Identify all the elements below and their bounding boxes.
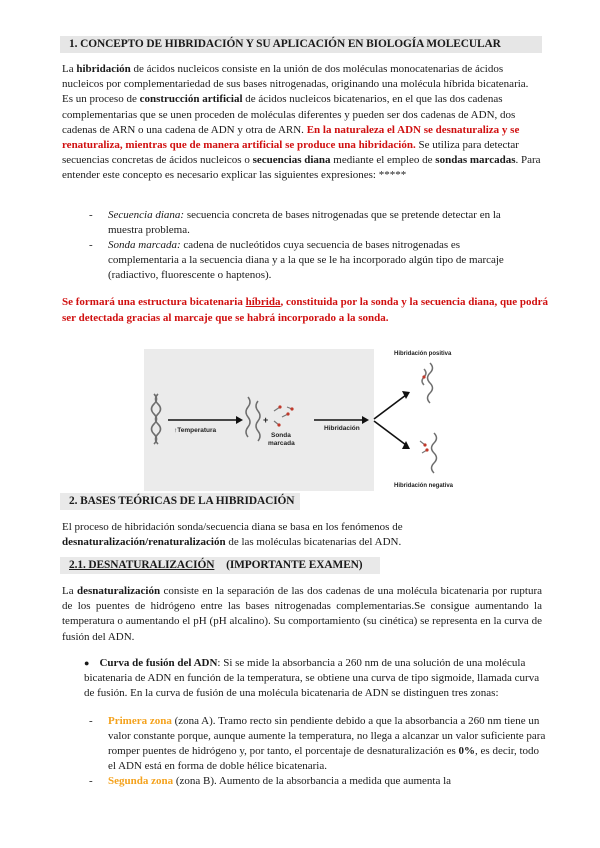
red-highlight: En la naturaleza el ADN se desnaturaliza y se renaturaliza, mientras que de manera artificial se produce una hibridación. bbox=[62, 123, 520, 152]
sonda-label: Sonda bbox=[271, 432, 291, 439]
list-dash: - bbox=[89, 239, 93, 251]
positive-label: Hibridación positiva bbox=[394, 351, 452, 357]
plus-sign: + bbox=[263, 415, 269, 425]
text-run: La bbox=[62, 585, 77, 597]
red-note bbox=[62, 295, 550, 326]
zone-b-name: Segunda zona bbox=[108, 775, 174, 787]
zero-percent: 0% bbox=[458, 745, 476, 757]
hybridization-figure bbox=[144, 349, 456, 491]
text-run: (zona A). Tramo recto sin pendiente debido a que la absorbancia a 260 nm tiene un valor constante porque, aunque aumente la temperatura, no llega a alcanzar un valor suficiente para romper puentes de hidrógeno y, por tanto, el porcentaje de desnaturalización es bbox=[108, 715, 546, 757]
term-desnaturalizacion-renaturalizacion: desnaturalización/renaturalización bbox=[62, 536, 226, 549]
definition-term: Secuencia diana: bbox=[108, 209, 185, 221]
definition-term: Sonda marcada: bbox=[108, 239, 181, 251]
definition-secuencia-diana bbox=[89, 208, 509, 238]
hybridization-diagram bbox=[144, 349, 456, 491]
text-run: consiste en la separación de las dos cadenas de una molécula bicatenaria por ruptura de los puentes de hidrógeno entre las bases nitrogenadas complementarias.Se consigue aumentando la temperatura o aumentando el pH (pH alcalino). Su comportamiento (su cinética) se representa en la curva de fusión del ADN. bbox=[62, 585, 543, 643]
term-secuencias-diana: secuencias diana bbox=[252, 154, 331, 167]
term-construccion-artificial: construcción artificial bbox=[139, 93, 243, 106]
term-sondas-marcadas: sondas marcadas bbox=[435, 154, 516, 167]
text-run: , constituida por la sonda y la secuencia diana, que podrá ser detectada gracias al marcaje que se habrá incorporado a la sonda. bbox=[62, 296, 548, 324]
text-run: de ácidos nucleicos consiste en la unión de dos moléculas monocatenarias de ácidos nucleicos por complementariedad de sus bases nitrogenadas, originando una molécula híbrida bicatenaria. Es un proceso de bbox=[62, 63, 529, 106]
section-2-heading-text: 2. BASES TEÓRICAS DE LA HIBRIDACIÓN bbox=[69, 495, 295, 507]
section-2-heading bbox=[60, 493, 300, 510]
desnaturalizacion-paragraph bbox=[62, 584, 542, 645]
term-hibridacion: hibridación bbox=[76, 63, 131, 75]
negative-label: Hibridación negativa bbox=[394, 483, 454, 489]
list-dash: - bbox=[89, 775, 93, 787]
section-1-heading bbox=[60, 36, 542, 53]
text-run: . Para entender este concepto es necesario explicar las siguientes expresiones: ***** bbox=[62, 154, 541, 182]
text-run: mediante el empleo de bbox=[330, 154, 436, 167]
temperature-label: ↑Temperatura bbox=[174, 427, 217, 434]
term-curva-fusion: Curva de fusión del ADN bbox=[99, 657, 218, 669]
section-2-1-heading bbox=[60, 557, 380, 574]
curva-fusion-bullet bbox=[84, 656, 544, 702]
text-run: Se formará una estructura bicatenaria bbox=[62, 296, 246, 308]
definition-text: secuencia concreta de bases nitrogenadas que se pretende detectar en la muestra problema. bbox=[108, 209, 501, 236]
list-dash: - bbox=[89, 715, 93, 727]
section-1-heading-text: 1. CONCEPTO DE HIBRIDACIÓN Y SU APLICACIÓN EN BIOLOGÍA MOLECULAR bbox=[69, 38, 501, 50]
marcada-label: marcada bbox=[268, 440, 295, 447]
text-run: de ácidos nucleicos bicatenarios, en el que las dos cadenas complementarias que se unen proceden de moléculas diferentes y pueden ser dos cadenas de ADN, dos cadenas de ARN o una cadena de ADN y otra de ARN. bbox=[62, 93, 516, 136]
text-run: El proceso de hibridación sonda/secuencia diana se basa en los fenómenos de bbox=[62, 521, 403, 533]
definition-sonda-marcada bbox=[89, 238, 509, 283]
text-run: , es decir, todo el ADN está en forma de doble hélice bicatenaria. bbox=[108, 745, 540, 772]
bullet-dot: ● bbox=[84, 658, 90, 668]
zone-a-name: Primera zona bbox=[108, 715, 172, 727]
underlined-word: híbrida bbox=[245, 296, 281, 308]
term-desnaturalizacion: desnaturalización bbox=[76, 585, 161, 597]
hibridacion-paragraph bbox=[62, 62, 542, 184]
section-2-1-note: (IMPORTANTE EXAMEN) bbox=[223, 559, 363, 571]
section-2-1-title: 2.1. DESNATURALIZACIÓN bbox=[69, 559, 215, 571]
zone-a-item bbox=[89, 714, 547, 774]
text-run: de las moléculas bicatenarias del ADN. bbox=[225, 536, 402, 549]
list-dash: - bbox=[89, 209, 93, 221]
text-run: Se utiliza para detectar secuencias concretas de ácidos nucleicos o bbox=[62, 139, 519, 167]
definition-text: cadena de nucleótidos cuya secuencia de bases nitrogenadas es complementaria a la secuencia diana y a la que se le ha incorporado algún tipo de marcaje (radiactivo, fluorescente o haptenos). bbox=[108, 239, 504, 281]
bases-teoricas-paragraph bbox=[62, 520, 542, 550]
text-run: La bbox=[62, 63, 77, 75]
zone-b-item bbox=[89, 774, 547, 789]
hybridization-label: Hibridación bbox=[324, 425, 360, 432]
text-run: : Si se mide la absorbancia a 260 nm de una solución de una molécula bicatenaria de ADN en función de la temperatura, se obtiene una curva de tipo sigmoide, llamada curva de fusión. En la curva de fusión de una molécula bicatenaria de ADN se distinguen tres zonas: bbox=[84, 657, 540, 700]
text-run: (zona B). Aumento de la absorbancia a medida que aumenta la bbox=[173, 775, 452, 787]
